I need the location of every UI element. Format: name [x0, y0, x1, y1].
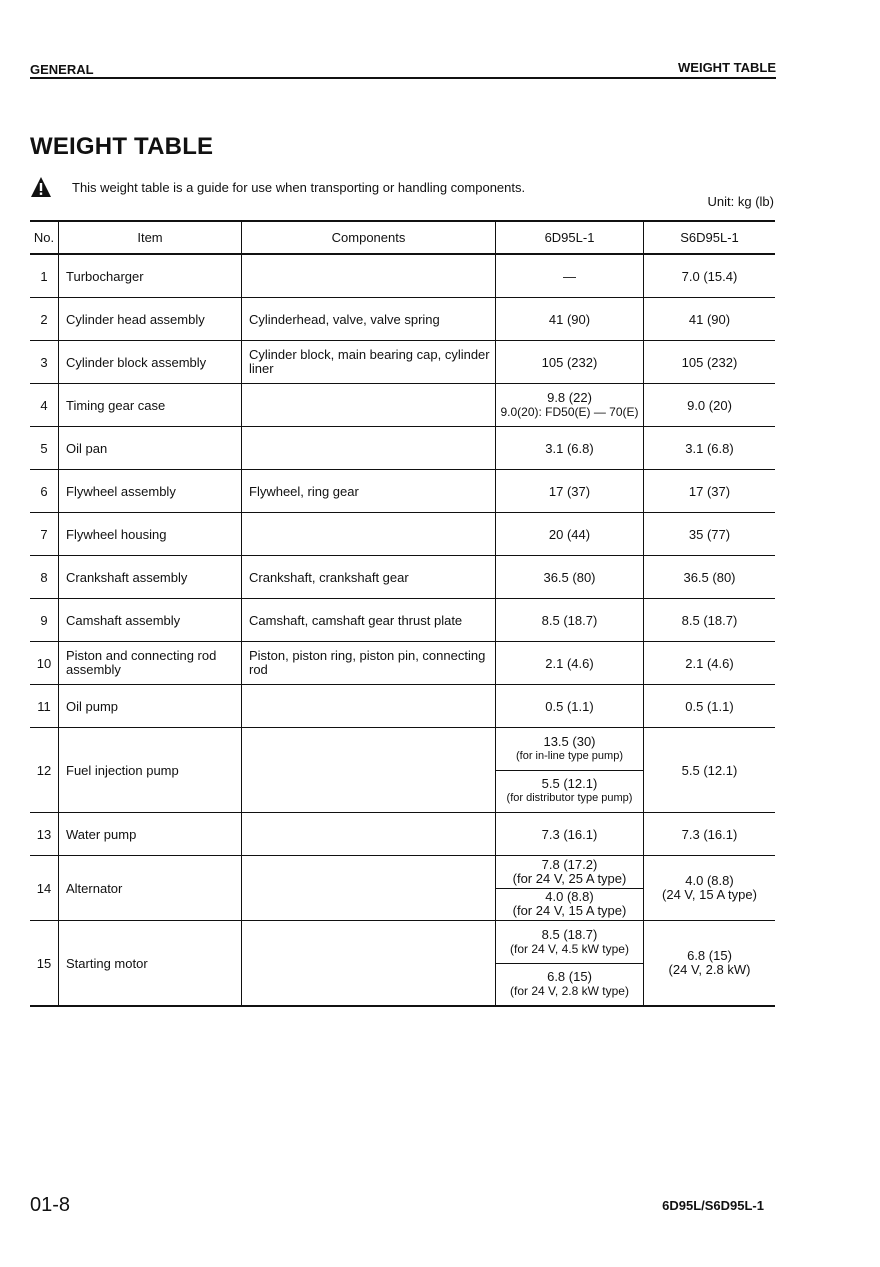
page-number: 01-8: [30, 1194, 71, 1216]
weight-value: 6.8 (15): [547, 969, 592, 985]
row-components: [242, 728, 496, 813]
row-weight-6d95l: [496, 384, 644, 427]
weight-variant: [496, 856, 643, 888]
row-components: Crankshaft, crankshaft gear: [242, 556, 496, 599]
row-weight-s6d95l: 2.1 (4.6): [644, 642, 776, 685]
row-item: Alternator: [59, 856, 242, 921]
row-item: Flywheel assembly: [59, 470, 242, 513]
weight-note: (for 24 V, 2.8 kW type): [510, 984, 629, 999]
table-row: [30, 556, 775, 599]
row-item: Timing gear case: [59, 384, 242, 427]
row-weight-6d95l: 20 (44): [496, 513, 644, 556]
row-no: 5: [30, 427, 59, 470]
page-header: [30, 60, 776, 79]
row-no: 12: [30, 728, 59, 813]
row-components: [242, 427, 496, 470]
header-section-label: GENERAL: [30, 62, 94, 77]
table-row: [30, 427, 775, 470]
row-weight-s6d95l: 8.5 (18.7): [644, 599, 776, 642]
row-item: Flywheel housing: [59, 513, 242, 556]
model-label: 6D95L/S6D95L-1: [662, 1198, 764, 1213]
row-weight-6d95l: 0.5 (1.1): [496, 685, 644, 728]
table-row: [30, 813, 775, 856]
row-components: Piston, piston ring, piston pin, connecting rod: [242, 642, 496, 685]
table-header-row: [30, 221, 775, 254]
row-weight-s6d95l: 9.0 (20): [644, 384, 776, 427]
row-weight-6d95l: [496, 728, 644, 813]
row-weight-6d95l: 17 (37): [496, 470, 644, 513]
row-weight-6d95l: 2.1 (4.6): [496, 642, 644, 685]
row-weight-s6d95l: 36.5 (80): [644, 556, 776, 599]
row-no: 13: [30, 813, 59, 856]
row-item: Camshaft assembly: [59, 599, 242, 642]
weight-variant: [496, 963, 643, 1006]
table-row: [30, 298, 775, 341]
warning-triangle-icon: [30, 176, 52, 198]
weight-value: 13.5 (30): [543, 733, 596, 749]
col-header-item: Item: [59, 221, 242, 254]
row-components: [242, 685, 496, 728]
row-components: [242, 856, 496, 921]
row-weight-s6d95l: 7.3 (16.1): [644, 813, 776, 856]
row-components: Camshaft, camshaft gear thrust plate: [242, 599, 496, 642]
row-components: [242, 921, 496, 1007]
unit-label: Unit: kg (lb): [707, 194, 774, 209]
row-item: Fuel injection pump: [59, 728, 242, 813]
row-components: [242, 513, 496, 556]
page-title: WEIGHT TABLE: [30, 133, 214, 160]
row-weight-s6d95l: [644, 921, 776, 1007]
row-weight-s6d95l: 105 (232): [644, 341, 776, 384]
row-weight-s6d95l: [644, 856, 776, 921]
weight-note: 9.0(20): FD50(E) — 70(E): [500, 405, 639, 419]
col-header-components: Components: [242, 221, 496, 254]
row-item: Starting motor: [59, 921, 242, 1007]
row-item: Cylinder block assembly: [59, 341, 242, 384]
weight-value: 4.0 (8.8): [545, 889, 594, 905]
weight-note: (for in-line type pump): [516, 749, 623, 762]
row-item: Piston and connecting rod assembly: [59, 642, 242, 685]
table-row: [30, 254, 775, 298]
row-weight-6d95l: 105 (232): [496, 341, 644, 384]
table-row: [30, 384, 775, 427]
weight-value: 8.5 (18.7): [541, 926, 598, 942]
row-no: 7: [30, 513, 59, 556]
weight-value: 7.8 (17.2): [541, 856, 598, 872]
weight-variant: [496, 888, 643, 921]
row-weight-s6d95l: 7.0 (15.4): [644, 254, 776, 298]
row-weight-6d95l: 41 (90): [496, 298, 644, 341]
weight-value: 6.8 (15): [687, 948, 732, 963]
row-item: Oil pan: [59, 427, 242, 470]
row-no: 14: [30, 856, 59, 921]
row-no: 3: [30, 341, 59, 384]
table-row: [30, 856, 775, 921]
row-weight-s6d95l: 3.1 (6.8): [644, 427, 776, 470]
row-no: 2: [30, 298, 59, 341]
col-header-no: No.: [30, 221, 59, 254]
weight-variant: [496, 728, 643, 770]
row-weight-6d95l: —: [496, 254, 644, 298]
weight-variant: [496, 770, 643, 813]
row-item: Cylinder head assembly: [59, 298, 242, 341]
row-weight-s6d95l: 35 (77): [644, 513, 776, 556]
weight-table: [30, 220, 775, 1007]
row-components: Cylinderhead, valve, valve spring: [242, 298, 496, 341]
row-item: Crankshaft assembly: [59, 556, 242, 599]
weight-note: (for 24 V, 25 A type): [512, 870, 627, 886]
row-item: Turbocharger: [59, 254, 242, 298]
row-no: 9: [30, 599, 59, 642]
row-no: 15: [30, 921, 59, 1007]
row-components: Cylinder block, main bearing cap, cylinder liner: [242, 341, 496, 384]
weight-value: 4.0 (8.8): [685, 873, 734, 888]
row-item: Oil pump: [59, 685, 242, 728]
col-header-s6d95l: S6D95L-1: [644, 221, 776, 254]
row-no: 11: [30, 685, 59, 728]
row-no: 8: [30, 556, 59, 599]
row-item: Water pump: [59, 813, 242, 856]
row-weight-6d95l: 36.5 (80): [496, 556, 644, 599]
row-no: 6: [30, 470, 59, 513]
weight-note: (24 V, 2.8 kW): [668, 962, 751, 977]
table-row: [30, 513, 775, 556]
row-weight-s6d95l: 5.5 (12.1): [644, 728, 776, 813]
row-no: 4: [30, 384, 59, 427]
table-row: [30, 921, 775, 1007]
weight-value: 9.8 (22): [547, 390, 592, 405]
usage-note: This weight table is a guide for use when transporting or handling components.: [72, 180, 526, 195]
weight-note: (24 V, 15 A type): [662, 887, 757, 902]
row-components: Flywheel, ring gear: [242, 470, 496, 513]
row-weight-s6d95l: 0.5 (1.1): [644, 685, 776, 728]
table-row: [30, 599, 775, 642]
row-weight-6d95l: 7.3 (16.1): [496, 813, 644, 856]
row-weight-6d95l: [496, 856, 644, 921]
row-weight-s6d95l: 17 (37): [644, 470, 776, 513]
row-weight-s6d95l: 41 (90): [644, 298, 776, 341]
table-row: [30, 470, 775, 513]
row-weight-6d95l: 8.5 (18.7): [496, 599, 644, 642]
table-row: [30, 341, 775, 384]
header-page-title: WEIGHT TABLE: [678, 60, 776, 75]
table-row: [30, 642, 775, 685]
row-no: 10: [30, 642, 59, 685]
weight-note: (for distributor type pump): [506, 792, 633, 805]
row-components: [242, 254, 496, 298]
row-components: [242, 813, 496, 856]
row-weight-6d95l: 3.1 (6.8): [496, 427, 644, 470]
weight-note: (for 24 V, 4.5 kW type): [510, 941, 629, 956]
weight-value: 5.5 (12.1): [541, 776, 598, 792]
row-components: [242, 384, 496, 427]
weight-variant: [496, 921, 643, 963]
table-row: [30, 685, 775, 728]
row-weight-6d95l: [496, 921, 644, 1007]
row-no: 1: [30, 254, 59, 298]
weight-note: (for 24 V, 15 A type): [512, 903, 627, 919]
table-row: [30, 728, 775, 813]
col-header-6d95l: 6D95L-1: [496, 221, 644, 254]
